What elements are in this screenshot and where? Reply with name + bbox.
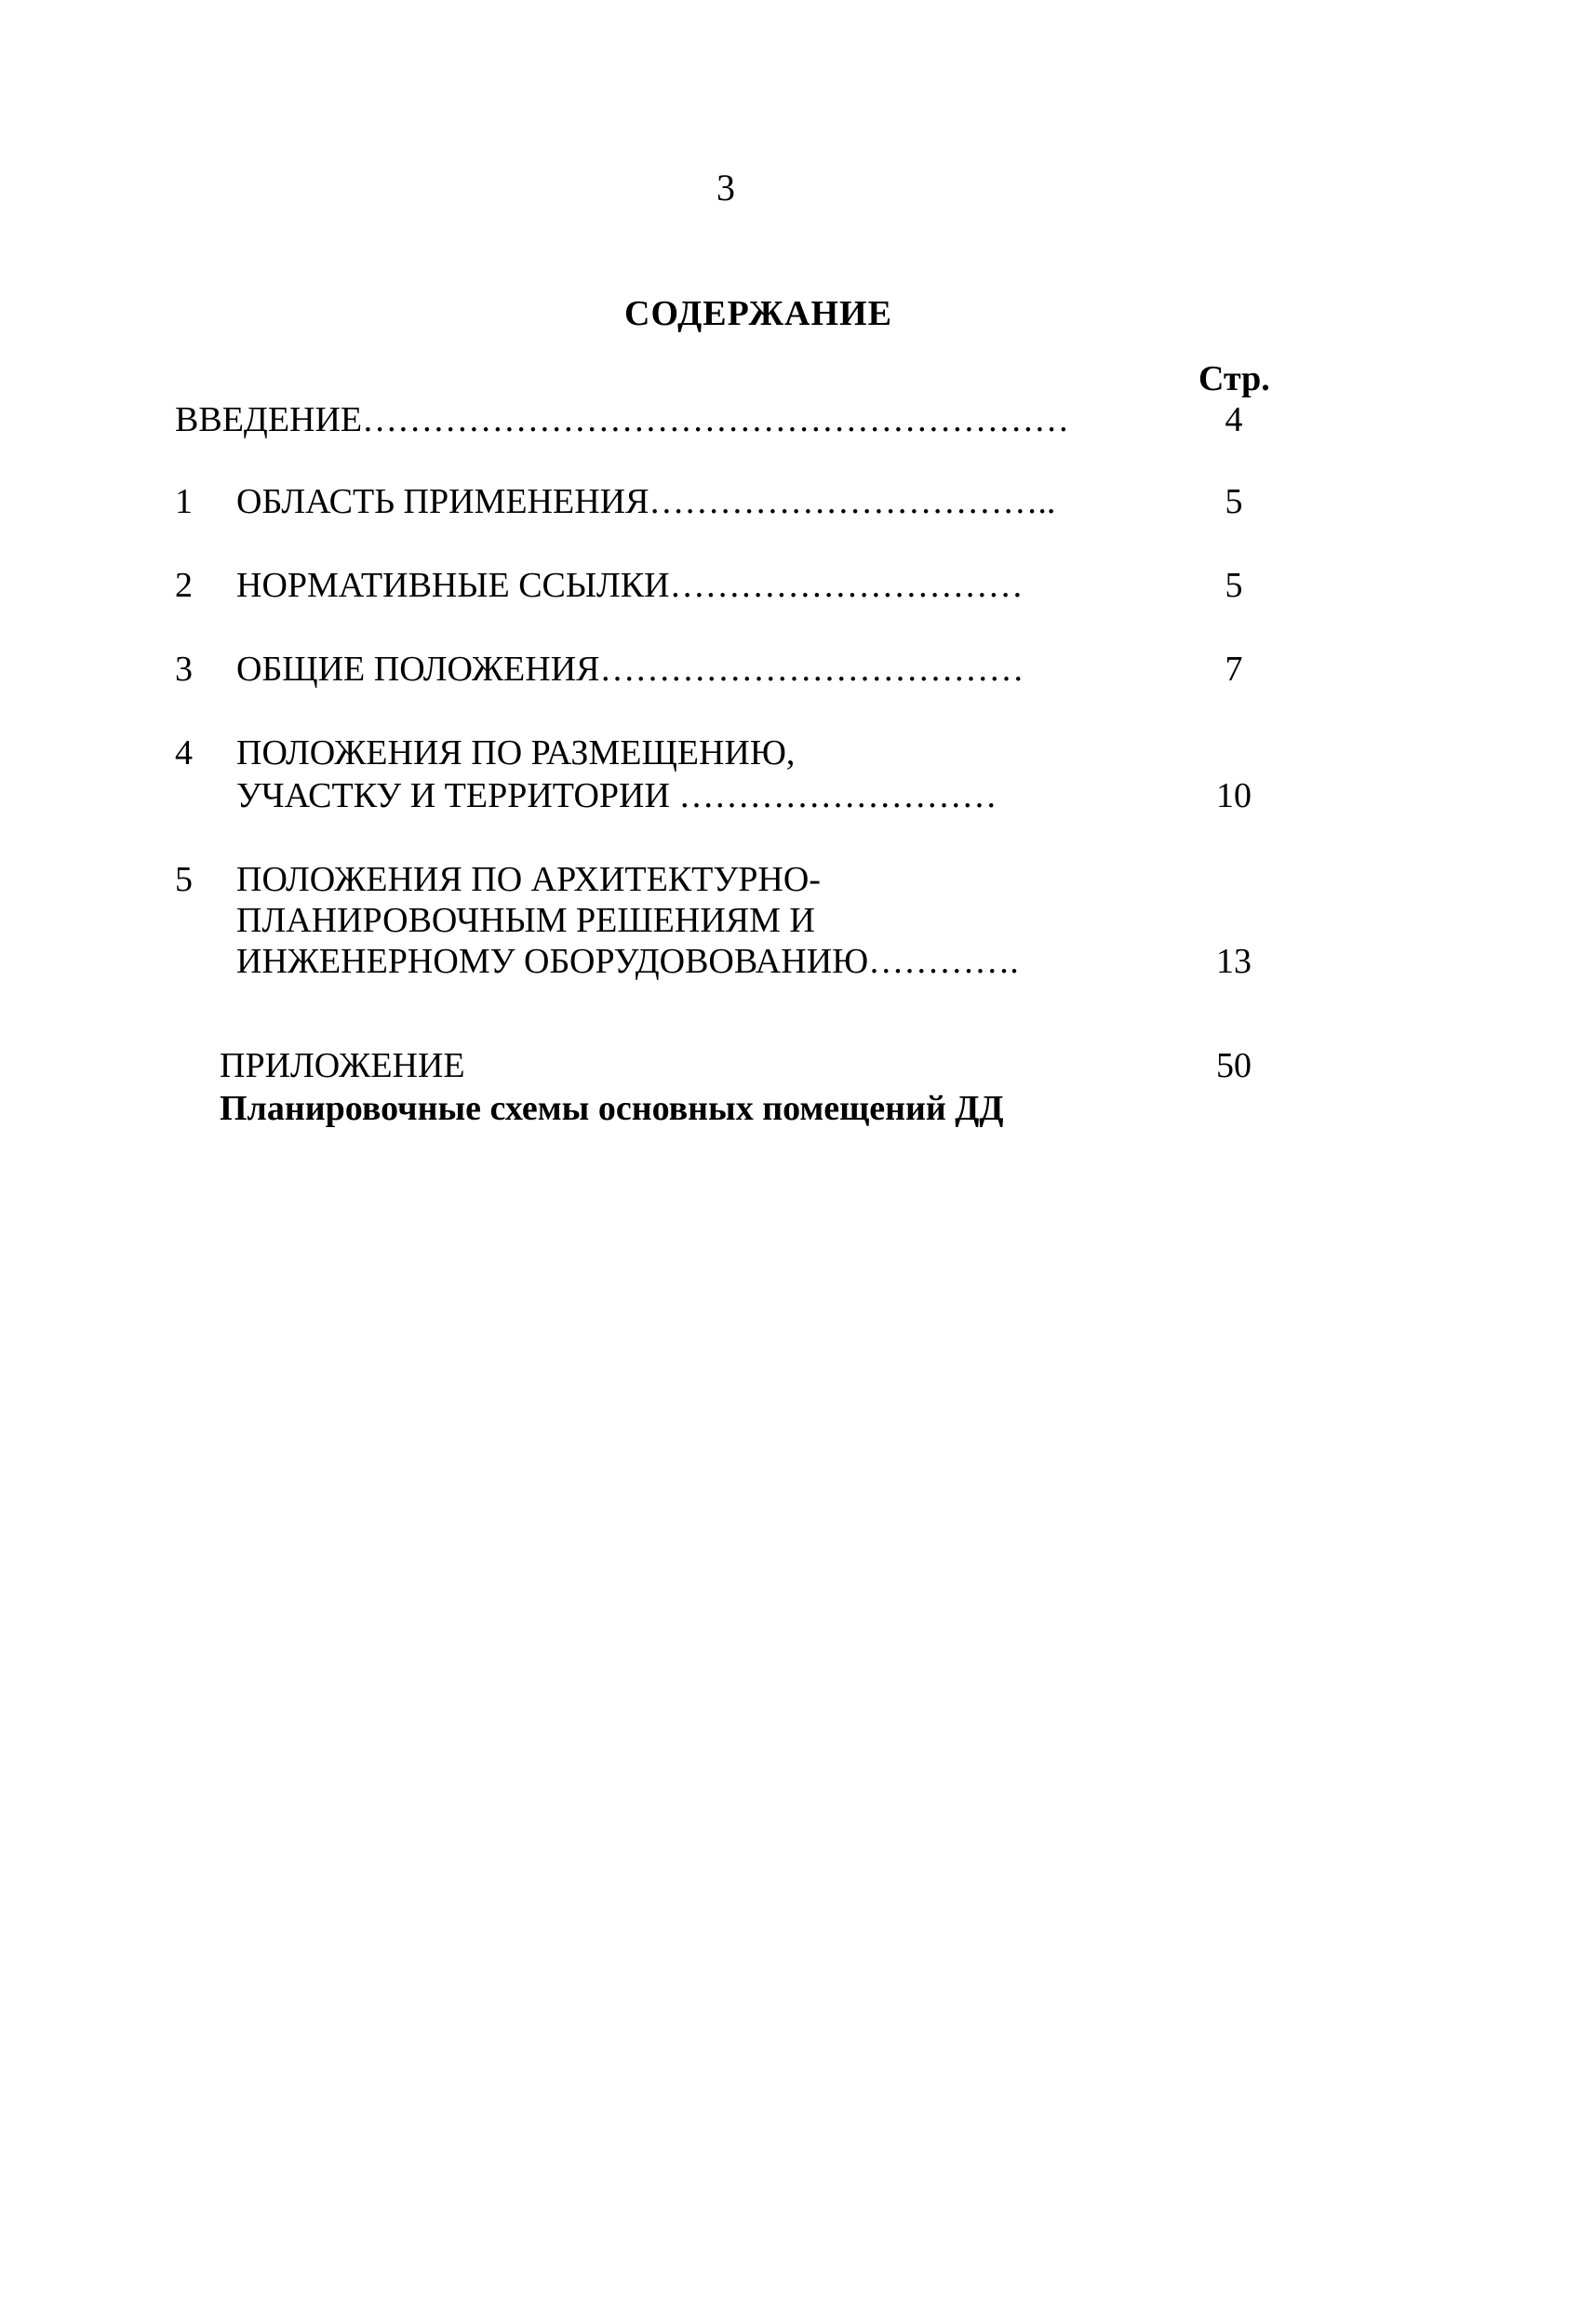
- toc-entry-2-page: 5: [1225, 566, 1243, 605]
- toc-entry-introduction-page: 4: [1225, 400, 1243, 439]
- toc-entry-1-title: ОБЛАСТЬ ПРИМЕНЕНИЯ……………………………..: [236, 482, 1056, 521]
- toc-appendix-subtitle: Планировочные схемы основных помещений ДД: [220, 1089, 1004, 1128]
- toc-appendix-page: 50: [1216, 1046, 1252, 1085]
- toc-entry-introduction-title: ВВЕДЕНИЕ……………………………………………………: [175, 400, 1070, 439]
- toc-entry-4-page: 10: [1216, 776, 1252, 815]
- toc-entry-4-number: 4: [175, 733, 193, 772]
- toc-entry-4-title-line-1: ПОЛОЖЕНИЯ ПО РАЗМЕЩЕНИЮ,: [236, 733, 796, 772]
- toc-entry-5-page: 13: [1216, 942, 1252, 981]
- toc-entry-5-title-line-3: ИНЖЕНЕРНОМУ ОБОРУДОВОВАНИЮ………….: [236, 942, 1019, 981]
- toc-entry-3-title: ОБЩИЕ ПОЛОЖЕНИЯ………………………………: [236, 650, 1024, 689]
- toc-entry-2-title: НОРМАТИВНЫЕ ССЫЛКИ…………………………: [236, 566, 1024, 605]
- page-column-header: Стр.: [1198, 359, 1270, 398]
- toc-entry-1-number: 1: [175, 482, 193, 521]
- toc-entry-5-title-line-2: ПЛАНИРОВОЧНЫМ РЕШЕНИЯМ И: [236, 901, 815, 940]
- toc-entry-1-page: 5: [1225, 482, 1243, 521]
- toc-appendix-title: ПРИЛОЖЕНИЕ: [220, 1046, 465, 1085]
- toc-entry-2-number: 2: [175, 566, 193, 605]
- toc-entry-4-title-line-2: УЧАСТКУ И ТЕРРИТОРИИ ………………………: [236, 776, 997, 815]
- toc-entry-5-title-line-1: ПОЛОЖЕНИЯ ПО АРХИТЕКТУРНО-: [236, 860, 821, 899]
- toc-entry-3-number: 3: [175, 650, 193, 689]
- toc-entry-3-page: 7: [1225, 650, 1243, 689]
- toc-entry-5-number: 5: [175, 860, 193, 899]
- toc-title: СОДЕРЖАНИЕ: [624, 294, 892, 333]
- page-number: 3: [716, 167, 735, 208]
